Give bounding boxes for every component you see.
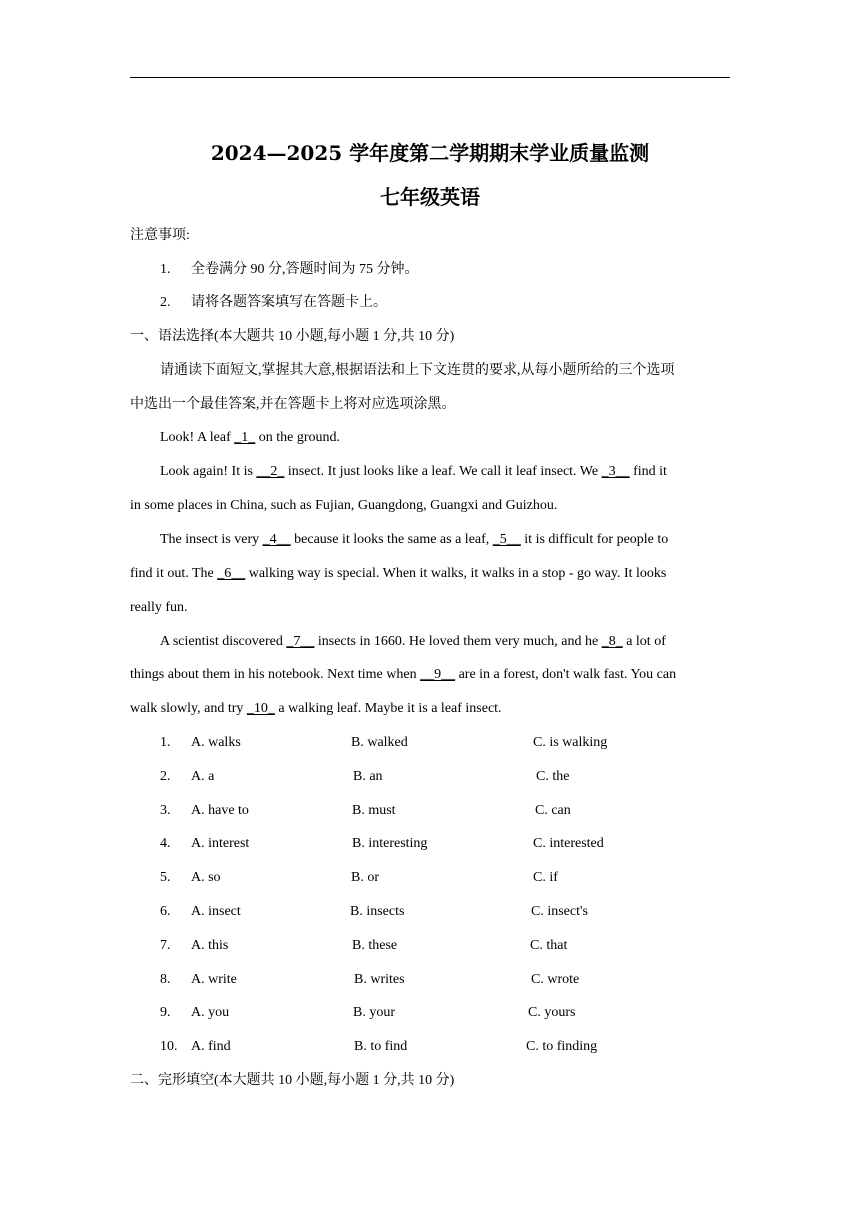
question-number: 9. [160,1005,171,1020]
exam-subtitle: 七年级英语 [380,185,480,209]
blank-8: _8_ [601,634,623,649]
option-b[interactable]: B. or [351,870,379,885]
passage-line [160,530,668,550]
option-b[interactable]: B. interesting [352,836,428,851]
question-number: 2. [160,769,171,784]
option-a[interactable]: A. write [191,972,237,987]
question-number: 10. [160,1039,178,1054]
option-a[interactable]: A. interest [191,836,250,851]
question-number: 7. [160,938,171,953]
option-a[interactable]: A. this [191,938,229,953]
option-a[interactable]: A. insect [191,904,241,919]
question-number: 6. [160,904,171,919]
passage-text: The insect is very [160,532,263,547]
option-a[interactable]: A. a [191,769,215,784]
option-c[interactable]: C. to finding [526,1039,598,1054]
blank-5: _5__ [492,532,521,547]
passage-text: a lot of [622,634,666,649]
option-c[interactable]: C. is walking [533,735,608,750]
option-b[interactable]: B. to find [354,1039,408,1054]
passage-line [160,632,666,652]
blank-1: _1_ [234,430,256,445]
passage-text: walk slowly, and try [130,701,247,716]
passage-text: A scientist discovered [160,634,287,649]
passage-text: find it [629,464,667,479]
passage-text: on the ground. [255,430,341,445]
passage-line [160,462,667,482]
blank-2: __2_ [256,464,285,479]
option-a[interactable]: A. walks [191,735,241,750]
option-c[interactable]: C. wrote [531,972,580,987]
option-a[interactable]: A. have to [191,803,249,818]
passage-text: insects in 1660. He loved them very much, and he [314,634,602,649]
header-rule [130,77,730,78]
note-item-1-text: 全卷满分 90 分,答题时间为 75 分钟。 [191,262,419,277]
option-c[interactable]: C. that [530,938,568,953]
passage-line [160,428,340,448]
passage-text: because it looks the same as a leaf, [290,532,493,547]
blank-6: _6__ [217,566,246,581]
question-number: 4. [160,836,171,851]
option-c[interactable]: C. if [533,870,558,885]
option-b[interactable]: B. insects [350,904,405,919]
note-item-2-num: 2. [160,295,171,310]
passage-line [130,665,676,685]
passage-text: things about them in his notebook. Next time when [130,667,421,682]
blank-9: __9__ [420,667,456,682]
option-b[interactable]: B. your [353,1005,395,1020]
option-a[interactable]: A. you [191,1005,230,1020]
question-number: 3. [160,803,171,818]
passage-text: insect. It just looks like a leaf. We call it leaf insect. We [284,464,602,479]
option-b[interactable]: B. these [352,938,398,953]
notes-heading: 注意事项: [130,228,190,243]
passage-text: Look! A leaf [160,430,235,445]
passage-text: a walking leaf. Maybe it is a leaf insect. [274,701,502,716]
passage-text: walking way is special. When it walks, it walks in a stop - go way. It looks [245,566,667,581]
option-c[interactable]: C. interested [533,836,604,851]
exam-title: 2024—2025 学年度第二学期期末学业质量监测 [210,141,650,165]
passage-text: find it out. The [130,566,218,581]
question-number: 1. [160,735,171,750]
option-c[interactable]: C. insect's [531,904,588,919]
option-a[interactable]: A. so [191,870,221,885]
blank-3: _3__ [601,464,630,479]
option-c[interactable]: C. the [536,769,570,784]
section1-instructions-line2: 中选出一个最佳答案,并在答题卡上将对应选项涂黑。 [130,397,456,412]
note-item-2-text: 请将各题答案填写在答题卡上。 [191,295,387,310]
option-b[interactable]: B. must [352,803,396,818]
passage-text: Look again! It is [160,464,257,479]
option-b[interactable]: B. writes [354,972,405,987]
question-number: 8. [160,972,171,987]
passage-text: it is difficult for people to [520,532,669,547]
option-b[interactable]: B. an [353,769,383,784]
passage-line: really fun. [130,600,188,615]
option-c[interactable]: C. yours [528,1005,576,1020]
section1-instructions-line1: 请通读下面短文,掌握其大意,根据语法和上下文连贯的要求,从每小题所给的三个选项 [160,363,675,378]
passage-line [130,699,502,719]
passage-line: in some places in China, such as Fujian, Guangdong, Guangxi and Guizhou. [130,498,558,513]
blank-4: _4__ [262,532,291,547]
section1-heading: 一、语法选择(本大题共 10 小题,每小题 1 分,共 10 分) [130,329,455,344]
option-c[interactable]: C. can [535,803,571,818]
option-a[interactable]: A. find [191,1039,231,1054]
blank-7: _7__ [286,634,315,649]
blank-10: _10_ [246,701,275,716]
note-item-1-num: 1. [160,262,171,277]
section2-heading: 二、完形填空(本大题共 10 小题,每小题 1 分,共 10 分) [130,1073,455,1088]
option-b[interactable]: B. walked [351,735,408,750]
passage-line [130,564,666,584]
question-number: 5. [160,870,171,885]
passage-text: are in a forest, don't walk fast. You can [455,667,677,682]
